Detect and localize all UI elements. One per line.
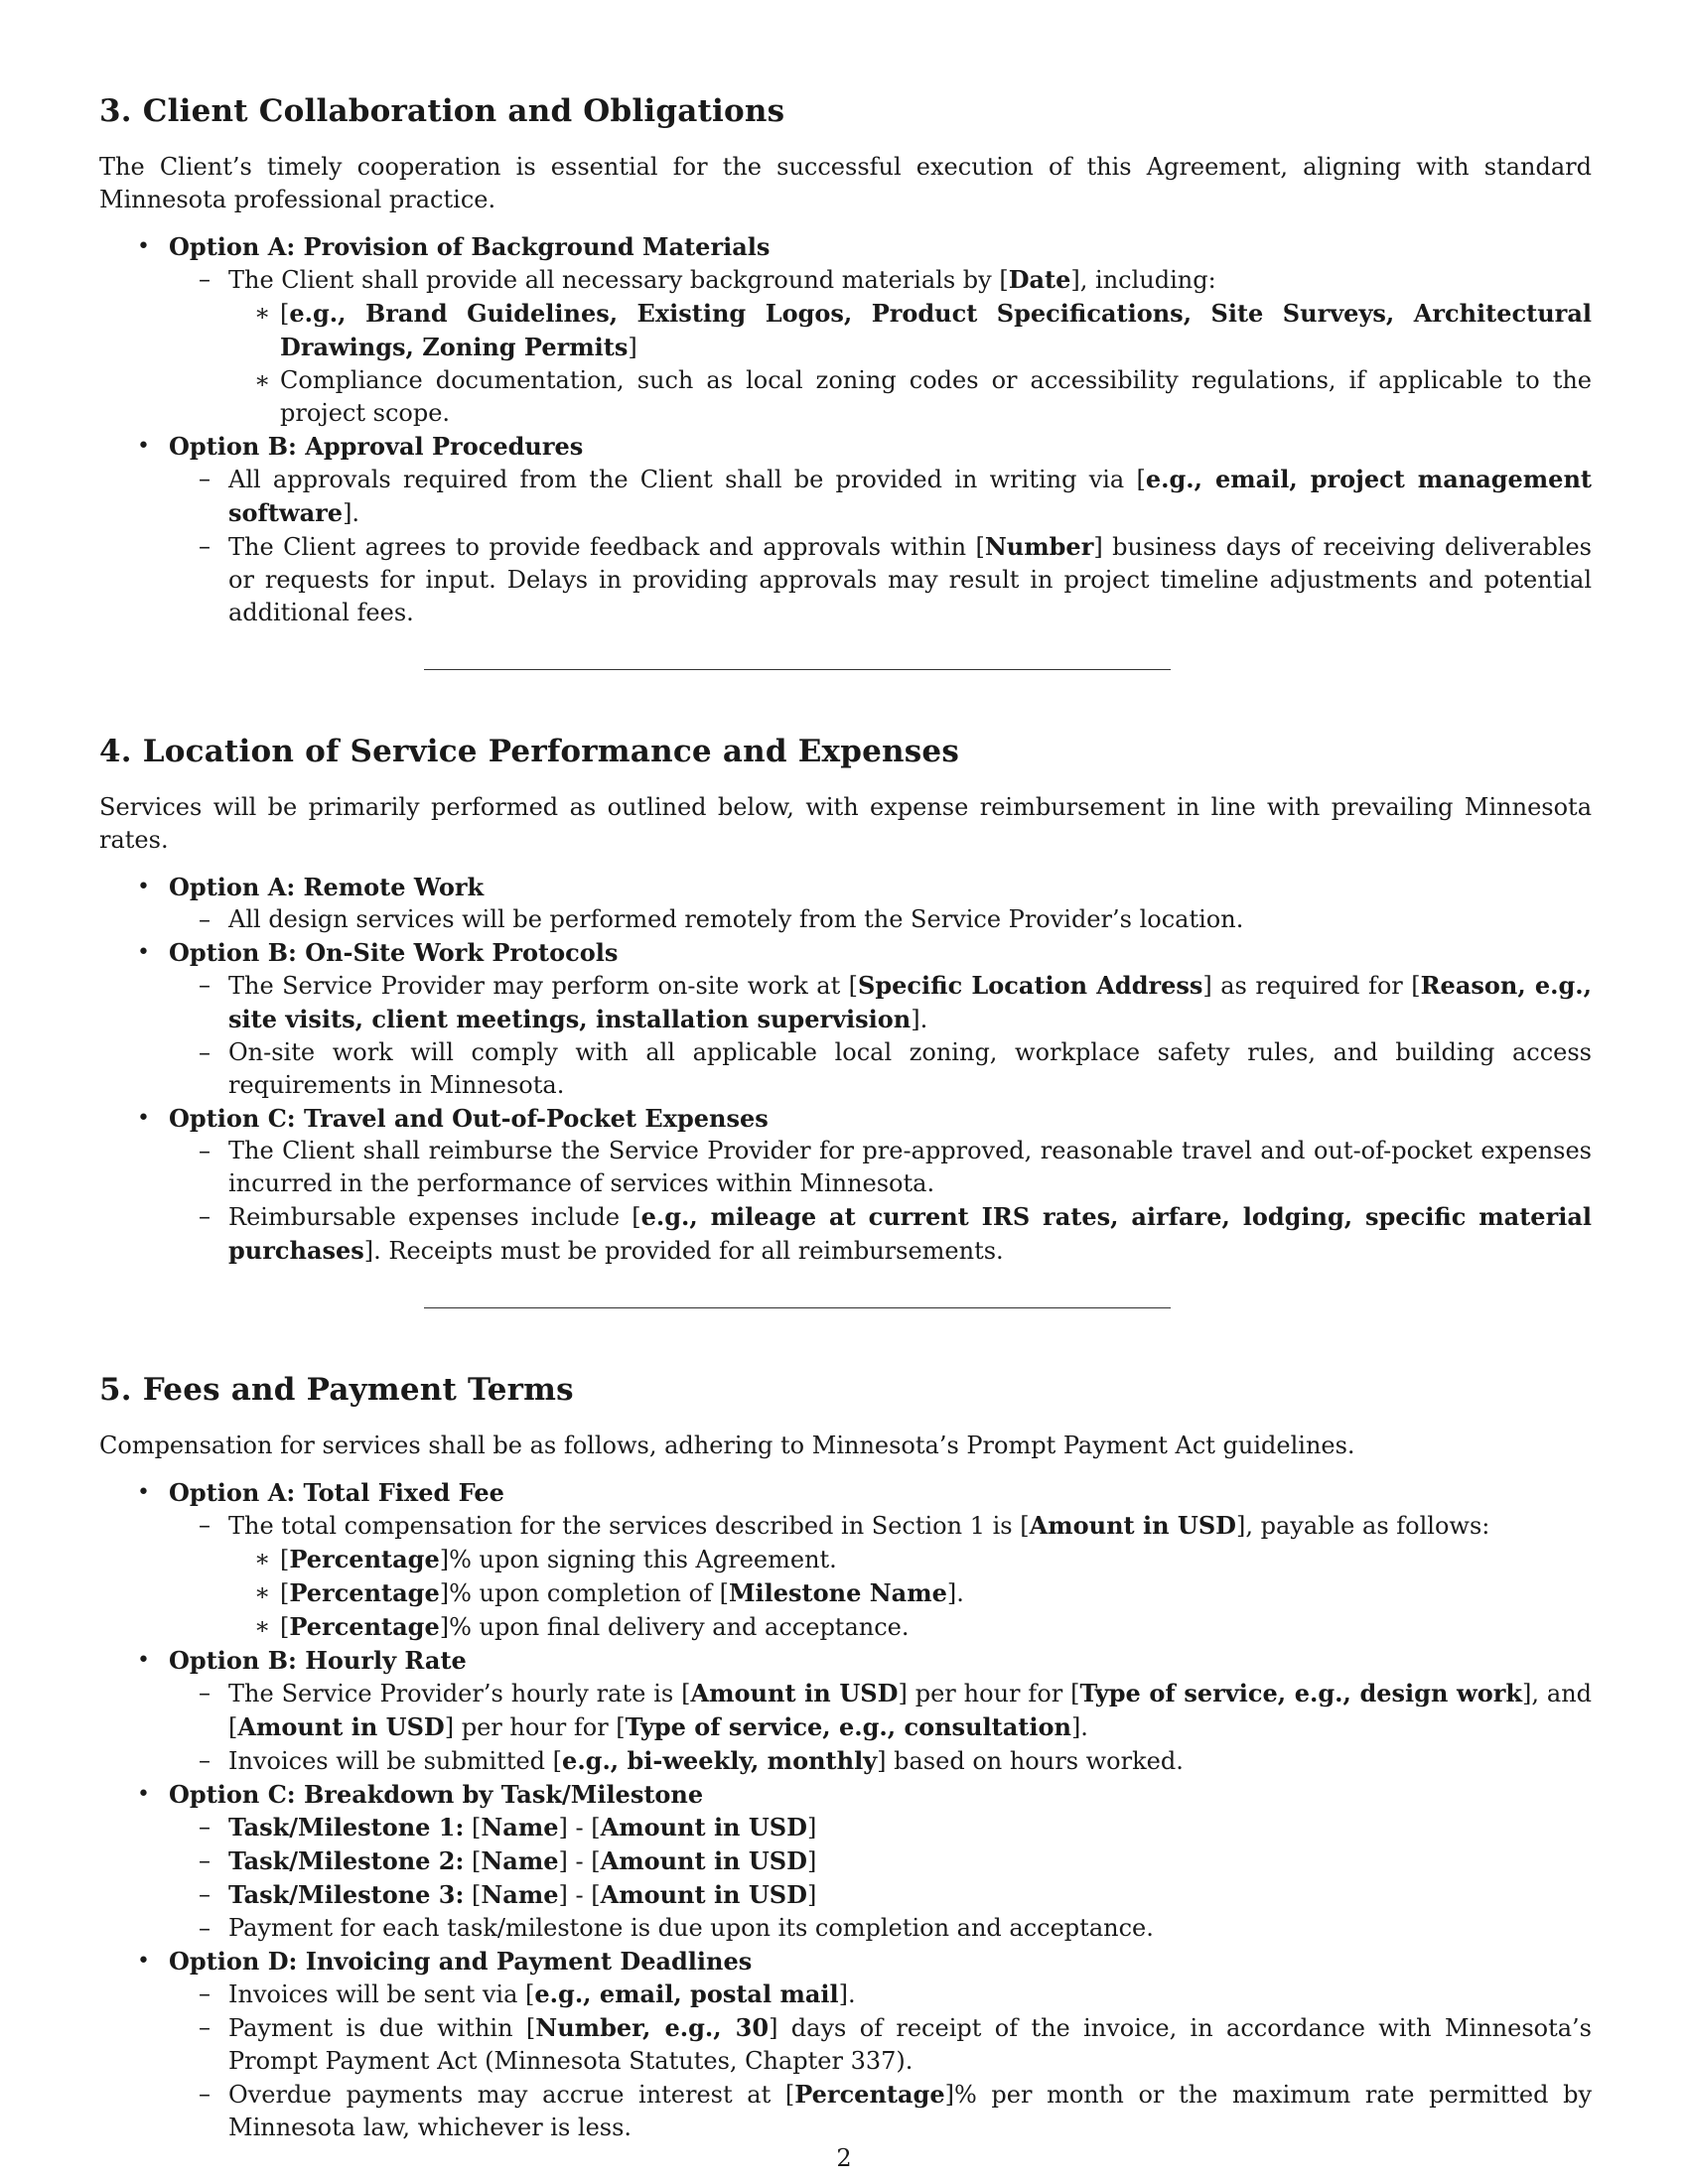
sub-list bbox=[169, 1135, 1592, 1268]
sub-item-text bbox=[228, 1912, 1592, 1945]
dash-marker: – bbox=[199, 971, 211, 999]
text-run: [ bbox=[1136, 466, 1146, 493]
sub-item bbox=[169, 530, 1592, 629]
section-5 bbox=[99, 1370, 1592, 2144]
text-run: ] based on hours worked. bbox=[877, 1747, 1184, 1775]
sub-item bbox=[169, 463, 1592, 530]
nested-item-text bbox=[280, 297, 1592, 364]
option-heading: Option A: Total Fixed Fee bbox=[169, 1478, 504, 1507]
bold-placeholder: Amount in USD bbox=[600, 1846, 807, 1875]
text-run: [ bbox=[1070, 1680, 1080, 1707]
star-marker: ∗ bbox=[254, 299, 271, 327]
bold-placeholder: Task/Milestone 1: bbox=[228, 1813, 465, 1842]
sub-item-text bbox=[228, 1509, 1592, 1543]
text-run: [ bbox=[525, 2014, 536, 2042]
text-run: ]% upon final delivery and acceptance. bbox=[439, 1613, 910, 1641]
text-run: Payment for each task/milestone is due upon its completion and acceptance. bbox=[228, 1914, 1154, 1942]
sub-item-text bbox=[228, 530, 1592, 629]
dash-marker: – bbox=[199, 905, 211, 933]
sub-item-text bbox=[228, 1036, 1592, 1102]
bold-placeholder: Name bbox=[481, 1813, 559, 1842]
text-run: ], including: bbox=[1070, 266, 1216, 294]
text-run: ] - [ bbox=[558, 1847, 601, 1875]
text-run: [ bbox=[616, 1713, 626, 1741]
text-run: All design services will be performed remotely from the Service Provider’s location. bbox=[228, 905, 1244, 933]
bold-placeholder: Percentage bbox=[289, 1545, 440, 1573]
star-marker: ∗ bbox=[254, 1578, 271, 1606]
text-run: ] - [ bbox=[558, 1814, 601, 1842]
nested-item-text bbox=[280, 1610, 1592, 1644]
nested-list bbox=[228, 297, 1592, 430]
text-run: ]. bbox=[838, 1980, 856, 2008]
sub-list bbox=[169, 1677, 1592, 1778]
sub-item bbox=[169, 969, 1592, 1036]
sub-item bbox=[169, 1509, 1592, 1644]
dash-marker: – bbox=[199, 1880, 211, 1908]
bold-placeholder: e.g., email, postal mail bbox=[534, 1979, 839, 2008]
text-run: [ bbox=[280, 1579, 290, 1607]
sub-item bbox=[169, 1135, 1592, 1200]
dash-marker: – bbox=[199, 465, 211, 492]
dash-marker: – bbox=[199, 1914, 211, 1942]
option-item bbox=[99, 1778, 1592, 1945]
bold-placeholder: Percentage bbox=[289, 1612, 440, 1641]
option-item bbox=[99, 1476, 1592, 1644]
text-run: Payment is due within bbox=[228, 2014, 526, 2042]
option-item bbox=[99, 871, 1592, 936]
option-heading: Option C: Travel and Out-of-Pocket Expenses bbox=[169, 1104, 769, 1133]
text-run: ] bbox=[806, 1847, 817, 1875]
text-run: The Client agrees to provide feedback and approvals within bbox=[228, 533, 976, 561]
bullet-marker: • bbox=[137, 1648, 150, 1673]
bullet-marker: • bbox=[137, 940, 150, 965]
option-item bbox=[99, 430, 1592, 629]
option-heading: Option A: Remote Work bbox=[169, 873, 485, 901]
nested-item bbox=[228, 1543, 1592, 1576]
sub-list bbox=[169, 1509, 1592, 1644]
text-run: ]. bbox=[343, 499, 360, 527]
text-run: ] per hour for bbox=[444, 1713, 617, 1741]
text-run: [ bbox=[552, 1747, 563, 1775]
bullet-marker: • bbox=[137, 434, 150, 459]
sub-item-text bbox=[228, 1744, 1592, 1778]
sub-list bbox=[169, 1811, 1592, 1945]
bold-placeholder: Percentage bbox=[289, 1578, 440, 1607]
option-item bbox=[99, 936, 1592, 1102]
bullet-marker: • bbox=[137, 1480, 150, 1505]
text-run: The Service Provider’s hourly rate is bbox=[228, 1680, 682, 1707]
sub-item-text bbox=[228, 2011, 1592, 2078]
bullet-marker: • bbox=[137, 234, 150, 259]
sub-list bbox=[169, 969, 1592, 1102]
sub-item bbox=[169, 1744, 1592, 1778]
bullet-marker: • bbox=[137, 1782, 150, 1807]
text-run: [ bbox=[681, 1680, 691, 1707]
text-run: [ bbox=[719, 1579, 729, 1607]
text-run: [ bbox=[525, 1980, 535, 2008]
sub-item bbox=[169, 1912, 1592, 1945]
bullet-marker: • bbox=[137, 875, 150, 899]
text-run: The Client shall provide all necessary background materials by bbox=[228, 266, 1000, 294]
sub-item bbox=[169, 1200, 1592, 1268]
text-run: ]. Receipts must be provided for all reimbursements. bbox=[363, 1237, 1004, 1265]
text-run: [ bbox=[464, 1881, 482, 1909]
text-run: ] days of receipt of the invoice, in accordance with Minnesota’s Prompt Payment Act (Minnesota Statutes, Chapter 337). bbox=[228, 2014, 1592, 2075]
document-page bbox=[99, 91, 1592, 2144]
sub-list bbox=[169, 903, 1592, 936]
text-run: [ bbox=[999, 266, 1009, 294]
option-item bbox=[99, 1644, 1592, 1778]
text-run: The Service Provider may perform on-site work at bbox=[228, 972, 849, 1000]
option-item bbox=[99, 1945, 1592, 2144]
text-run: [ bbox=[228, 1713, 238, 1741]
dash-marker: – bbox=[199, 1511, 211, 1539]
text-run: ]% upon signing this Agreement. bbox=[439, 1546, 837, 1573]
nested-list bbox=[228, 1543, 1592, 1644]
bold-placeholder: Amount in USD bbox=[600, 1880, 807, 1909]
text-run: ]. bbox=[946, 1579, 964, 1607]
section-divider bbox=[424, 669, 1171, 670]
text-run: [ bbox=[280, 300, 290, 328]
bold-placeholder: Number, e.g., 30 bbox=[535, 2013, 770, 2042]
bold-placeholder: Name bbox=[481, 1846, 559, 1875]
text-run: All approvals required from the Client shall be provided in writing via bbox=[228, 466, 1137, 493]
text-run: Overdue payments may accrue interest at bbox=[228, 2081, 785, 2109]
nested-item bbox=[228, 1610, 1592, 1644]
option-item bbox=[99, 230, 1592, 430]
text-run: ]. bbox=[911, 1006, 928, 1033]
bold-placeholder: Type of service, e.g., consultation bbox=[625, 1712, 1071, 1741]
option-list bbox=[99, 871, 1592, 1268]
text-run: ] per hour for bbox=[898, 1680, 1071, 1707]
sub-item-text bbox=[228, 969, 1592, 1036]
bold-placeholder: Type of service, e.g., design work bbox=[1079, 1679, 1522, 1707]
bold-placeholder: e.g., mileage at current IRS rates, airfare, lodging, specific material purchases bbox=[228, 1202, 1593, 1265]
bold-placeholder: Number bbox=[984, 532, 1094, 561]
text-run: [ bbox=[464, 1814, 482, 1842]
section-4 bbox=[99, 732, 1592, 1370]
bold-placeholder: e.g., bi-weekly, monthly bbox=[562, 1746, 878, 1775]
sub-item-text bbox=[228, 1978, 1592, 2011]
section-3 bbox=[99, 91, 1592, 732]
sub-item bbox=[169, 1811, 1592, 1844]
text-run: [ bbox=[1020, 1512, 1030, 1540]
dash-marker: – bbox=[199, 1137, 211, 1164]
option-list bbox=[99, 230, 1592, 629]
sub-item bbox=[169, 2078, 1592, 2144]
star-marker: ∗ bbox=[254, 1612, 271, 1640]
text-run: ] bbox=[628, 334, 637, 361]
dash-marker: – bbox=[199, 265, 211, 293]
bold-placeholder: Amount in USD bbox=[1029, 1511, 1236, 1540]
section-divider bbox=[424, 1307, 1171, 1308]
dash-marker: – bbox=[199, 1038, 211, 1066]
text-run: ], and bbox=[1521, 1680, 1593, 1707]
sub-item bbox=[169, 903, 1592, 936]
dash-marker: – bbox=[199, 1679, 211, 1706]
option-list bbox=[99, 1476, 1592, 2144]
text-run: The total compensation for the services described in Section 1 is bbox=[228, 1512, 1021, 1540]
text-run: Reimbursable expenses include bbox=[228, 1203, 633, 1231]
text-run: Invoices will be submitted bbox=[228, 1747, 553, 1775]
section-intro: Compensation for services shall be as follows, adhering to Minnesota’s Prompt Payment Act guidelines. bbox=[99, 1432, 1355, 1459]
nested-item bbox=[228, 1576, 1592, 1610]
sub-item bbox=[169, 1036, 1592, 1102]
nested-item-text bbox=[280, 364, 1592, 430]
sub-item-text bbox=[228, 1135, 1592, 1200]
text-run: [ bbox=[848, 972, 859, 1000]
nested-item-text bbox=[280, 1543, 1592, 1576]
bold-placeholder: Amount in USD bbox=[690, 1679, 899, 1707]
bold-placeholder: e.g., email, project management software bbox=[228, 465, 1592, 527]
sub-item bbox=[169, 2011, 1592, 2078]
bold-placeholder: Task/Milestone 3: bbox=[228, 1880, 465, 1909]
text-run: [ bbox=[975, 533, 985, 561]
sub-item bbox=[169, 1677, 1592, 1744]
sub-item bbox=[169, 263, 1592, 430]
dash-marker: – bbox=[199, 1979, 211, 2007]
text-run: ]. bbox=[1070, 1713, 1088, 1741]
option-heading: Option B: On-Site Work Protocols bbox=[169, 938, 619, 967]
option-item bbox=[99, 1102, 1592, 1268]
section-title: 5. Fees and Payment Terms bbox=[99, 1372, 574, 1408]
bold-placeholder: e.g., Brand Guidelines, Existing Logos, Product Specifications, Site Surveys, Architectural Drawings, Zoning Permits bbox=[280, 299, 1592, 361]
page-number: 2 bbox=[836, 2144, 852, 2172]
bold-placeholder: Amount in USD bbox=[600, 1813, 807, 1842]
option-heading: Option B: Hourly Rate bbox=[169, 1646, 467, 1675]
bullet-marker: • bbox=[137, 1106, 150, 1131]
dash-marker: – bbox=[199, 2080, 211, 2108]
dash-marker: – bbox=[199, 1846, 211, 1874]
text-run: ] bbox=[806, 1881, 817, 1909]
option-heading: Option B: Approval Procedures bbox=[169, 432, 584, 461]
text-run: [ bbox=[280, 1546, 290, 1573]
sub-item-text bbox=[228, 1200, 1592, 1268]
text-run: ] - [ bbox=[558, 1881, 601, 1909]
text-run: ] as required for bbox=[1202, 972, 1412, 1000]
section-title: 4. Location of Service Performance and Expenses bbox=[99, 734, 959, 769]
sub-item-text bbox=[228, 463, 1592, 530]
sub-list bbox=[169, 263, 1592, 430]
text-run: Invoices will be sent via bbox=[228, 1980, 526, 2008]
text-run: [ bbox=[464, 1847, 482, 1875]
nested-item bbox=[228, 297, 1592, 364]
sub-list bbox=[169, 1978, 1592, 2144]
bold-placeholder: Percentage bbox=[794, 2080, 945, 2109]
option-heading: Option A: Provision of Background Materials bbox=[169, 232, 771, 261]
star-marker: ∗ bbox=[254, 366, 271, 394]
text-run: [ bbox=[1411, 972, 1421, 1000]
sub-item-text bbox=[228, 1677, 1592, 1744]
bold-placeholder: Task/Milestone 2: bbox=[228, 1846, 465, 1875]
bold-placeholder: Milestone Name bbox=[728, 1578, 947, 1607]
text-run: ]% per month or the maximum rate permitted by Minnesota law, whichever is less. bbox=[228, 2081, 1592, 2141]
dash-marker: – bbox=[199, 1813, 211, 1841]
sub-item bbox=[169, 1978, 1592, 2011]
text-run: The Client shall reimburse the Service Provider for pre-approved, reasonable travel and out-of-pocket expenses incurred in the performance of services within Minnesota. bbox=[228, 1137, 1592, 1197]
sub-item-text bbox=[228, 263, 1592, 297]
sub-list bbox=[169, 463, 1592, 629]
nested-item bbox=[228, 364, 1592, 430]
sub-item bbox=[169, 1844, 1592, 1878]
section-intro: The Client’s timely cooperation is essential for the successful execution of this Agreement, aligning with standard Minnesota professional practice. bbox=[99, 153, 1592, 213]
sub-item bbox=[169, 1878, 1592, 1912]
text-run: Compliance documentation, such as local zoning codes or accessibility regulations, if applicable to the project scope. bbox=[280, 366, 1592, 427]
star-marker: ∗ bbox=[254, 1545, 271, 1572]
text-run: On-site work will comply with all applicable local zoning, workplace safety rules, and building access requirements in Minnesota. bbox=[228, 1038, 1592, 1099]
option-heading: Option D: Invoicing and Payment Deadlines bbox=[169, 1947, 753, 1976]
dash-marker: – bbox=[199, 1746, 211, 1774]
section-intro: Services will be primarily performed as outlined below, with expense reimbursement in line with prevailing Minnesota rates. bbox=[99, 793, 1592, 854]
option-heading: Option C: Breakdown by Task/Milestone bbox=[169, 1780, 704, 1809]
sub-item-text bbox=[228, 903, 1592, 936]
sub-item-text bbox=[228, 1878, 1592, 1912]
bold-placeholder: Specific Location Address bbox=[858, 971, 1203, 1000]
dash-marker: – bbox=[199, 2013, 211, 2041]
text-run: ] business days of receiving deliverables or requests for input. Delays in providing approvals may result in project timeline adjustments and potential additional fees. bbox=[228, 533, 1593, 626]
bold-placeholder: Date bbox=[1008, 265, 1071, 294]
text-run: ] bbox=[806, 1814, 817, 1842]
nested-item-text bbox=[280, 1576, 1592, 1610]
dash-marker: – bbox=[199, 1202, 211, 1230]
bold-placeholder: Reason, e.g., site visits, client meetings, installation supervision bbox=[228, 971, 1592, 1033]
text-run: [ bbox=[784, 2081, 795, 2109]
sub-item-text bbox=[228, 1811, 1592, 1844]
bold-placeholder: Name bbox=[481, 1880, 559, 1909]
bullet-marker: • bbox=[137, 1949, 150, 1974]
dash-marker: – bbox=[199, 532, 211, 560]
text-run: ]% upon completion of bbox=[439, 1579, 720, 1607]
text-run: ], payable as follows: bbox=[1235, 1512, 1490, 1540]
bold-placeholder: Amount in USD bbox=[237, 1712, 445, 1741]
text-run: [ bbox=[632, 1203, 641, 1231]
sub-item-text bbox=[228, 1844, 1592, 1878]
section-title: 3. Client Collaboration and Obligations bbox=[99, 93, 785, 129]
sub-item-text bbox=[228, 2078, 1592, 2144]
text-run: [ bbox=[280, 1613, 290, 1641]
